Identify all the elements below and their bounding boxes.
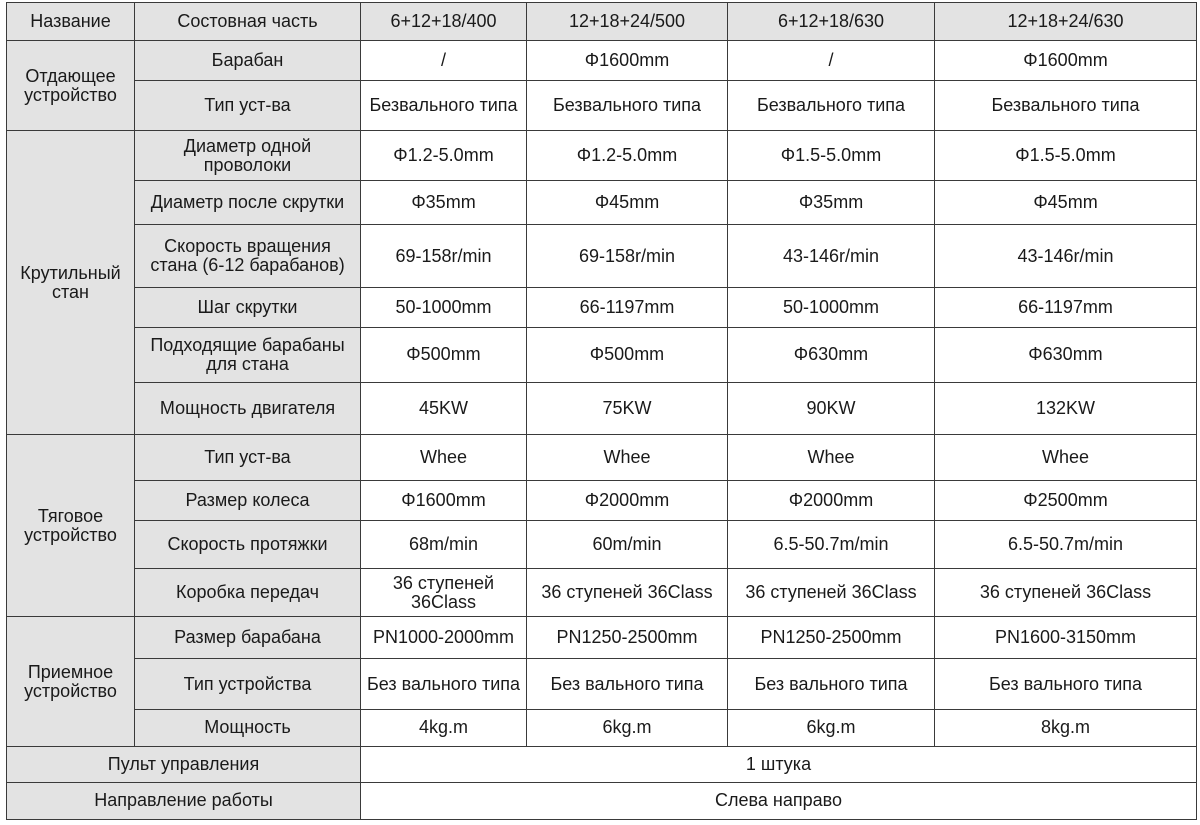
value-cell: 36 ступеней 36Class	[935, 569, 1197, 617]
group-label: Крутильный стан	[7, 131, 135, 435]
table-row	[7, 287, 1197, 327]
value-cell: Φ1.2-5.0mm	[361, 131, 527, 181]
table-row	[7, 434, 1197, 480]
group-label: Тяговое устройство	[7, 434, 135, 616]
param-label: Шаг скрутки	[135, 287, 361, 327]
table-row	[7, 659, 1197, 709]
value-cell: Без вального типа	[361, 659, 527, 709]
table-row	[7, 481, 1197, 521]
table-row	[7, 569, 1197, 617]
value-cell: Φ1.5-5.0mm	[728, 131, 935, 181]
value-cell: 43-146r/min	[728, 225, 935, 287]
value-cell: Whee	[728, 434, 935, 480]
header-row	[7, 3, 1197, 41]
value-cell: Whee	[361, 434, 527, 480]
value-cell: Φ1.2-5.0mm	[527, 131, 728, 181]
footer-label: Пульт управления	[7, 746, 361, 782]
value-cell: /	[361, 41, 527, 81]
param-label: Коробка передач	[135, 569, 361, 617]
table-row	[7, 225, 1197, 287]
table-row	[7, 327, 1197, 382]
value-cell: Φ45mm	[935, 181, 1197, 225]
value-cell: Φ35mm	[361, 181, 527, 225]
value-cell: Без вального типа	[728, 659, 935, 709]
param-label: Скорость протяжки	[135, 521, 361, 569]
value-cell: Безвального типа	[527, 81, 728, 131]
value-cell: Без вального типа	[935, 659, 1197, 709]
group-label: Отдающее устройство	[7, 41, 135, 131]
value-cell: 66-1197mm	[527, 287, 728, 327]
table-row	[7, 81, 1197, 131]
value-cell: 6kg.m	[527, 709, 728, 746]
value-cell: 69-158r/min	[361, 225, 527, 287]
value-cell: Φ1600mm	[527, 41, 728, 81]
value-cell: Whee	[935, 434, 1197, 480]
param-label: Подходящие барабаны для стана	[135, 327, 361, 382]
param-label: Мощность двигателя	[135, 382, 361, 434]
param-label: Скорость вращения стана (6-12 барабанов)	[135, 225, 361, 287]
value-cell: Φ630mm	[935, 327, 1197, 382]
param-label: Тип уст-ва	[135, 434, 361, 480]
table-row	[7, 617, 1197, 659]
table-row	[7, 131, 1197, 181]
param-label: Размер колеса	[135, 481, 361, 521]
value-cell: Φ500mm	[361, 327, 527, 382]
header-model: 12+18+24/630	[935, 3, 1197, 41]
param-label: Тип устройства	[135, 659, 361, 709]
value-cell: Безвального типа	[361, 81, 527, 131]
footer-value: 1 штука	[361, 746, 1197, 782]
value-cell: PN1250-2500mm	[527, 617, 728, 659]
value-cell: 45KW	[361, 382, 527, 434]
header-name: Название	[7, 3, 135, 41]
footer-row	[7, 782, 1197, 819]
value-cell: 36 ступеней 36Class	[527, 569, 728, 617]
header-model: 6+12+18/630	[728, 3, 935, 41]
param-label: Мощность	[135, 709, 361, 746]
value-cell: 50-1000mm	[728, 287, 935, 327]
param-label: Размер барабана	[135, 617, 361, 659]
param-label: Диаметр после скрутки	[135, 181, 361, 225]
param-label: Барабан	[135, 41, 361, 81]
value-cell: PN1250-2500mm	[728, 617, 935, 659]
value-cell: 132KW	[935, 382, 1197, 434]
value-cell: 4kg.m	[361, 709, 527, 746]
footer-label: Направление работы	[7, 782, 361, 819]
value-cell: Φ2500mm	[935, 481, 1197, 521]
param-label: Тип уст-ва	[135, 81, 361, 131]
spec-table	[6, 2, 1197, 820]
value-cell: PN1600-3150mm	[935, 617, 1197, 659]
value-cell: 50-1000mm	[361, 287, 527, 327]
value-cell: Φ1600mm	[361, 481, 527, 521]
header-model: 6+12+18/400	[361, 3, 527, 41]
table-row	[7, 521, 1197, 569]
value-cell: Whee	[527, 434, 728, 480]
header-part: Состовная часть	[135, 3, 361, 41]
value-cell: 90KW	[728, 382, 935, 434]
footer-row	[7, 746, 1197, 782]
table-row	[7, 41, 1197, 81]
value-cell: Φ630mm	[728, 327, 935, 382]
value-cell: 69-158r/min	[527, 225, 728, 287]
value-cell: Безвального типа	[728, 81, 935, 131]
value-cell: 43-146r/min	[935, 225, 1197, 287]
param-label: Диаметр одной проволоки	[135, 131, 361, 181]
value-cell: PN1000-2000mm	[361, 617, 527, 659]
value-cell: Φ500mm	[527, 327, 728, 382]
value-cell: 60m/min	[527, 521, 728, 569]
value-cell: 6.5-50.7m/min	[935, 521, 1197, 569]
value-cell: 36 ступеней 36Class	[728, 569, 935, 617]
value-cell: 68m/min	[361, 521, 527, 569]
value-cell: Безвального типа	[935, 81, 1197, 131]
table-row	[7, 181, 1197, 225]
value-cell: 6.5-50.7m/min	[728, 521, 935, 569]
value-cell: Без вального типа	[527, 659, 728, 709]
table-row	[7, 709, 1197, 746]
value-cell: Φ35mm	[728, 181, 935, 225]
table-row	[7, 382, 1197, 434]
value-cell: 36 ступеней 36Class	[361, 569, 527, 617]
value-cell: 75KW	[527, 382, 728, 434]
header-model: 12+18+24/500	[527, 3, 728, 41]
value-cell: Φ1600mm	[935, 41, 1197, 81]
value-cell: 66-1197mm	[935, 287, 1197, 327]
value-cell: Φ1.5-5.0mm	[935, 131, 1197, 181]
value-cell: 6kg.m	[728, 709, 935, 746]
group-label: Приемное устройство	[7, 617, 135, 746]
value-cell: /	[728, 41, 935, 81]
value-cell: Φ2000mm	[728, 481, 935, 521]
value-cell: 8kg.m	[935, 709, 1197, 746]
value-cell: Φ2000mm	[527, 481, 728, 521]
value-cell: Φ45mm	[527, 181, 728, 225]
footer-value: Слева направо	[361, 782, 1197, 819]
